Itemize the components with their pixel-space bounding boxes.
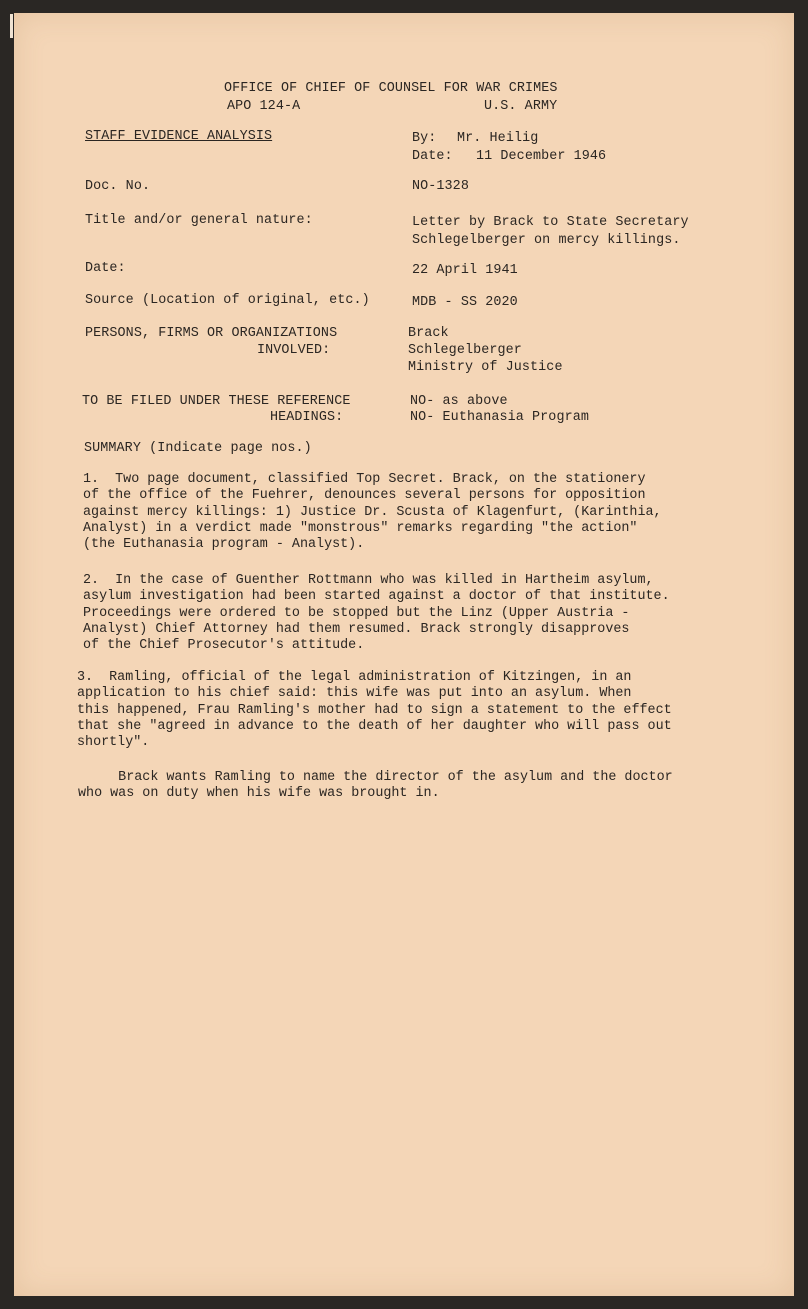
filed-label-line-1: TO BE FILED UNDER THESE REFERENCE (82, 394, 351, 409)
filed-label-line-2: HEADINGS: (270, 410, 344, 425)
document-page (14, 13, 794, 1296)
title-label: Title and/or general nature: (85, 213, 313, 228)
summary-3-line: application to his chief said: this wife was put into an asylum. When (77, 686, 632, 702)
doc-no-value: NO-1328 (412, 179, 469, 194)
by-label: By: (412, 131, 437, 146)
summary-2-line: 2. In the case of Guenther Rottmann who was killed in Hartheim asylum, (83, 573, 654, 588)
summary-1-line: of the office of the Fuehrer, denounces several persons for opposition (83, 488, 646, 504)
summary-2-line: asylum investigation had been started against a doctor of that institute. (83, 589, 670, 605)
organization-ministry: Ministry of Justice (408, 360, 563, 375)
analysis-date: 11 December 1946 (476, 149, 607, 164)
summary-4-line: Brack wants Ramling to name the director of the asylum and the doctor (78, 770, 673, 785)
document-date-value: 22 April 1941 (412, 263, 518, 278)
apo-number: APO 124-A (227, 99, 301, 114)
analyst-name: Mr. Heilig (457, 131, 539, 146)
summary-paragraph-4 (78, 770, 673, 803)
summary-2-line: Analyst) Chief Attorney had them resumed. Brack strongly disapproves (83, 621, 630, 637)
paper-edge-mark (10, 14, 13, 38)
person-brack: Brack (408, 326, 449, 341)
title-value-line-2: Schlegelberger on mercy killings. (412, 233, 681, 248)
analysis-date-label: Date: (412, 149, 453, 164)
staff-evidence-analysis-heading: STAFF EVIDENCE ANALYSIS (85, 129, 273, 144)
title-value-line-1: Letter by Brack to State Secretary (412, 215, 689, 230)
summary-heading: SUMMARY (Indicate page nos.) (84, 441, 312, 456)
summary-1-line: (the Euthanasia program - Analyst). (83, 537, 365, 553)
person-schlegelberger: Schlegelberger (408, 343, 522, 358)
summary-paragraph-3 (77, 670, 672, 751)
office-heading: OFFICE OF CHIEF OF COUNSEL FOR WAR CRIMES (224, 81, 558, 96)
filed-reference-2: NO- Euthanasia Program (410, 410, 589, 425)
summary-1-line: against mercy killings: 1) Justice Dr. Scusta of Klagenfurt, (Karinthia, (83, 504, 662, 520)
filed-reference-1: NO- as above (410, 394, 508, 409)
persons-label-line-1: PERSONS, FIRMS OR ORGANIZATIONS (85, 326, 338, 341)
army-label: U.S. ARMY (484, 99, 558, 114)
source-label: Source (Location of original, etc.) (85, 293, 370, 308)
summary-1-line: Analyst) in a verdict made "monstrous" remarks regarding "the action" (83, 520, 638, 536)
summary-3-line: 3. Ramling, official of the legal administration of Kitzingen, in an (77, 670, 632, 685)
summary-3-line: that she "agreed in advance to the death of her daughter who will pass out (77, 718, 672, 734)
source-value: MDB - SS 2020 (412, 295, 518, 310)
summary-3-line: this happened, Frau Ramling's mother had to sign a statement to the effect (77, 702, 672, 718)
persons-label-line-2: INVOLVED: (257, 343, 331, 358)
summary-paragraph-1 (83, 472, 662, 553)
summary-1-line: 1. Two page document, classified Top Secret. Brack, on the stationery (83, 472, 646, 487)
document-date-label: Date: (85, 261, 126, 276)
summary-2-line: of the Chief Prosecutor's attitude. (83, 638, 365, 654)
summary-4-line: who was on duty when his wife was brought in. (78, 786, 440, 802)
summary-2-line: Proceedings were ordered to be stopped but the Linz (Upper Austria - (83, 605, 630, 621)
summary-paragraph-2 (83, 573, 670, 654)
doc-no-label: Doc. No. (85, 179, 151, 194)
summary-3-line: shortly". (77, 735, 150, 751)
